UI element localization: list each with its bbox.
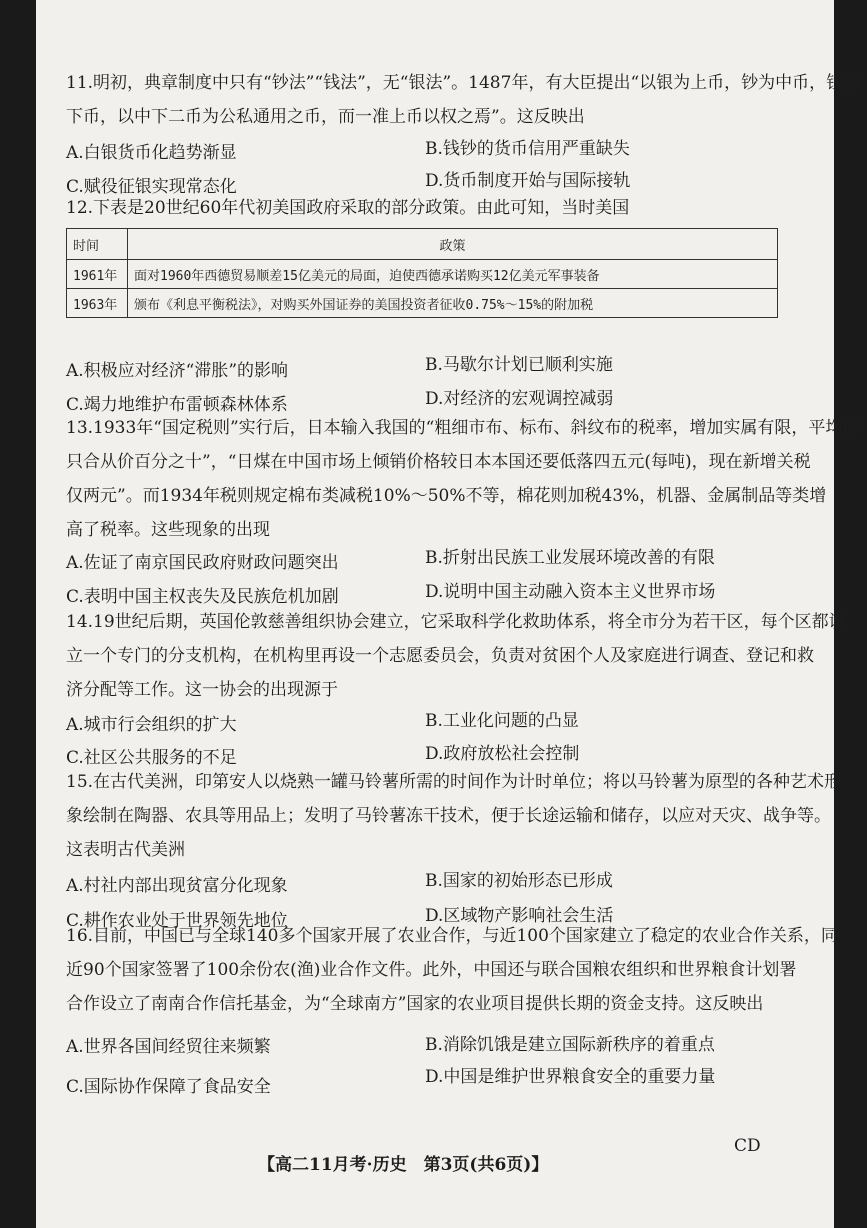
option-c: C.耕作农业处于世界领先地位 bbox=[66, 911, 288, 931]
option-b: B.折射出民族工业发展环境改善的有限 bbox=[425, 548, 715, 568]
question-text: 高了税率。这些现象的出现 bbox=[66, 520, 270, 540]
option-a: A.世界各国间经贸往来频繁 bbox=[66, 1037, 271, 1057]
question-text: 16.目前，中国已与全球140多个国家开展了农业合作，与近100个国家建立了稳定的农业合作关系，同 bbox=[66, 926, 838, 946]
option-c: C.表明中国主权丧失及民族危机加剧 bbox=[66, 587, 339, 607]
option-b: B.国家的初始形态已形成 bbox=[425, 871, 613, 891]
option-d: D.货币制度开始与国际接轨 bbox=[425, 171, 631, 191]
option-b: B.消除饥饿是建立国际新秩序的着重点 bbox=[425, 1035, 715, 1055]
question-text: 近90个国家签署了100余份农(渔)业合作文件。此外，中国还与联合国粮农组织和世界粮食计划署 bbox=[66, 960, 797, 980]
question-text: 13.1933年“国定税则”实行后，日本输入我国的“粗细市布、标布、斜纹布的税率，增加实属有限，平均都 bbox=[66, 418, 860, 438]
option-a: A.城市行会组织的扩大 bbox=[66, 715, 237, 735]
option-a: A.白银货币化趋势渐显 bbox=[66, 143, 237, 163]
table-row bbox=[67, 289, 778, 318]
table-cell: 1961年 bbox=[67, 260, 128, 289]
table-header-cell: 政策 bbox=[128, 229, 778, 260]
option-b: B.马歇尔计划已顺利实施 bbox=[425, 355, 613, 375]
policy-table bbox=[66, 228, 778, 318]
option-b: B.工业化问题的凸显 bbox=[425, 711, 579, 731]
option-a: A.村社内部出现贫富分化现象 bbox=[66, 876, 288, 896]
question-text: 立一个专门的分支机构，在机构里再设一个志愿委员会，负责对贫困个人及家庭进行调查、登记和救 bbox=[66, 646, 814, 666]
question-11 bbox=[66, 66, 861, 134]
question-text: 象绘制在陶器、农具等用品上；发明了马铃薯冻干技术，便于长途运输和储存，以应对天灾、战争等。 bbox=[66, 806, 831, 826]
question-text: 这表明古代美洲 bbox=[66, 840, 185, 860]
option-d: D.政府放松社会控制 bbox=[425, 744, 580, 764]
option-c: C.赋役征银实现常态化 bbox=[66, 177, 237, 197]
option-c: C.竭力地维护布雷顿森林体系 bbox=[66, 395, 288, 415]
question-12 bbox=[66, 191, 807, 225]
question-text: 12.下表是20世纪60年代初美国政府采取的部分政策。由此可知，当时美国 bbox=[66, 198, 630, 218]
option-d: D.对经济的宏观调控减弱 bbox=[425, 389, 614, 409]
table-cell: 1963年 bbox=[67, 289, 128, 318]
question-text: 只合从价百分之十”，“日煤在中国市场上倾销价格较日本本国还要低落四五元(每吨)，现在新增关税 bbox=[66, 452, 811, 472]
table-row bbox=[67, 260, 778, 289]
table-header-row bbox=[67, 229, 778, 260]
question-text: 济分配等工作。这一协会的出现源于 bbox=[66, 680, 338, 700]
table-cell: 颁布《利息平衡税法》，对购买外国证券的美国投资者征收0.75%～15%的附加税 bbox=[128, 289, 778, 318]
question-text: 合作设立了南南合作信托基金，为“全球南方”国家的农业项目提供长期的资金支持。这反映出 bbox=[66, 994, 764, 1014]
question-text: 仅两元”。而1934年税则规定棉布类减税10%～50%不等，棉花则加税43%，机器、金属制品等类增 bbox=[66, 486, 827, 506]
option-c: C.社区公共服务的不足 bbox=[66, 748, 237, 768]
question-text: 11.明初，典章制度中只有“钞法”“钱法”，无“银法”。1487年，有大臣提出“以银为上币，钞为中币，钱为 bbox=[66, 73, 861, 93]
option-c: C.国际协作保障了食品安全 bbox=[66, 1077, 271, 1097]
question-text: 下币，以中下二币为公私通用之币，而一准上币以权之焉”。这反映出 bbox=[66, 107, 585, 127]
option-d: D.说明中国主动融入资本主义世界市场 bbox=[425, 582, 716, 602]
question-text: 15.在古代美洲，印第安人以烧熟一罐马铃薯所需的时间作为计时单位；将以马铃薯为原型的各种艺术形 bbox=[66, 772, 842, 792]
question-14 bbox=[66, 605, 846, 707]
question-16 bbox=[66, 919, 838, 1021]
option-d: D.区域物产影响社会生活 bbox=[425, 906, 614, 926]
option-d: D.中国是维护世界粮食安全的重要力量 bbox=[425, 1067, 716, 1087]
page-code: CD bbox=[734, 1136, 761, 1156]
question-text: 14.19世纪后期，英国伦敦慈善组织协会建立，它采取科学化救助体系，将全市分为若干区，每个区都设 bbox=[66, 612, 846, 632]
option-a: A.佐证了南京国民政府财政问题突出 bbox=[66, 553, 339, 573]
question-15 bbox=[66, 765, 842, 867]
option-a: A.积极应对经济“滞胀”的影响 bbox=[66, 361, 289, 381]
question-13 bbox=[66, 411, 860, 547]
option-b: B.钱钞的货币信用严重缺失 bbox=[425, 139, 630, 159]
page-footer: 【高二11月考·历史 第3页(共6页)】 bbox=[258, 1155, 549, 1175]
table-cell: 面对1960年西德贸易顺差15亿美元的局面，迫使西德承诺购买12亿美元军事装备 bbox=[128, 260, 778, 289]
table-header-cell: 时间 bbox=[67, 229, 128, 260]
